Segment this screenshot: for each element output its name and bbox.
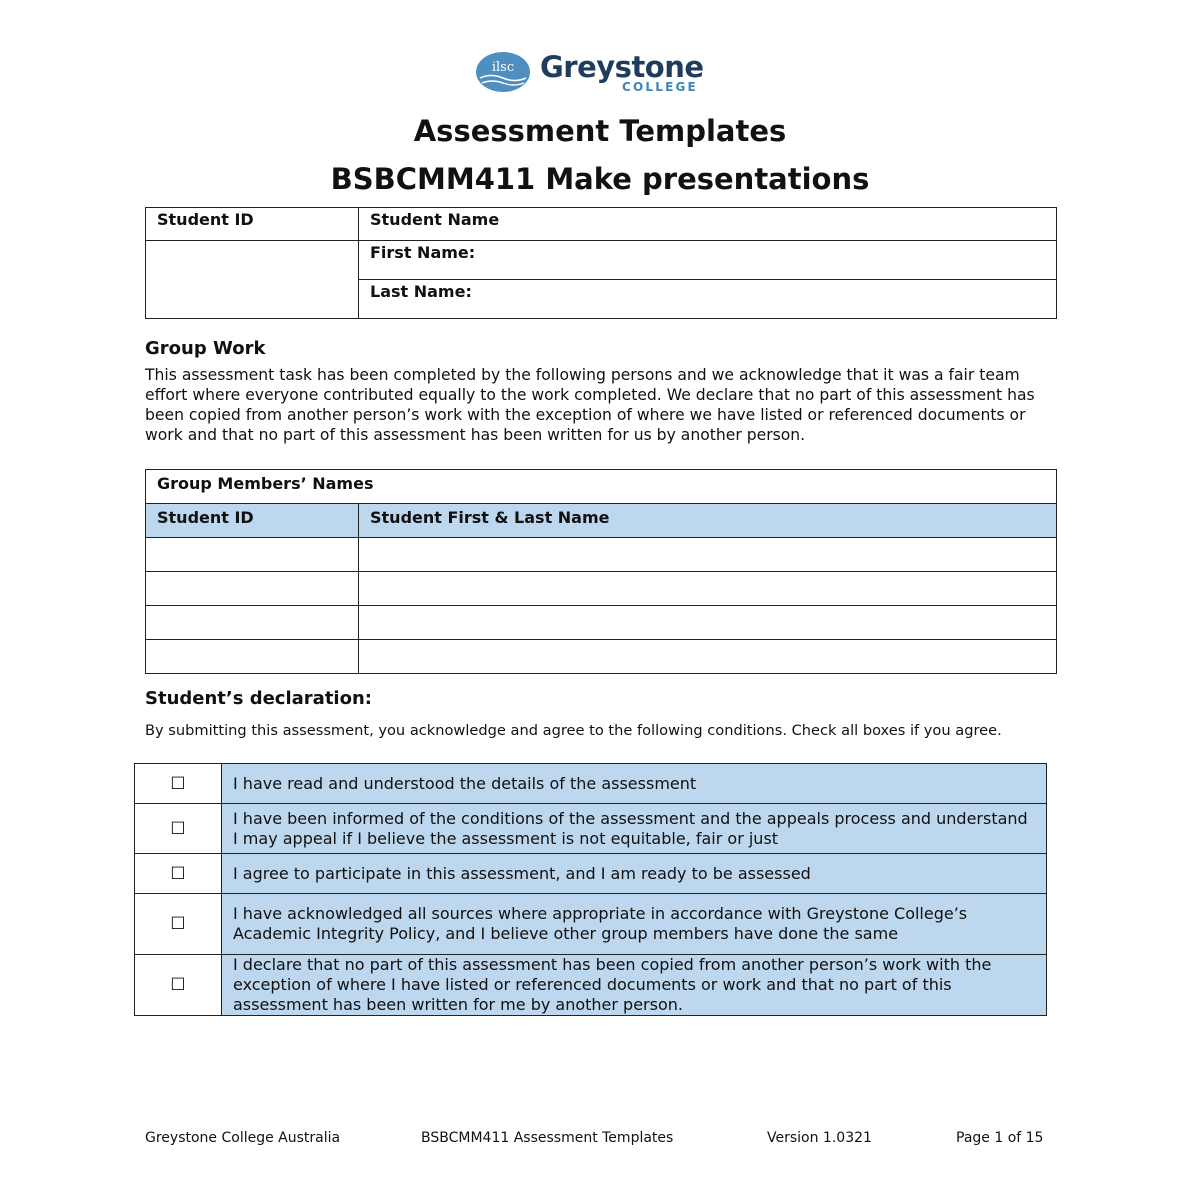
col-header-student-name: Student First & Last Name: [359, 504, 1057, 538]
declaration-text: I agree to participate in this assessment, and I am ready to be assessed: [222, 854, 1047, 894]
declaration-row: [135, 955, 1047, 1016]
member-id-cell[interactable]: [146, 538, 359, 572]
group-work-paragraph: This assessment task has been completed by the following persons and we acknowledge that it was a fair team effort where everyone contributed equally to the work completed. We declare that no part of this assessment has been copied from another person’s work with the exception of where we have listed or referenced documents or work and that no part of this assessment has been written for us by another person.: [145, 366, 1035, 444]
footer-org: Greystone College Australia: [145, 1130, 341, 1146]
student-id-label: Student ID: [146, 208, 359, 241]
declaration-checkbox[interactable]: ☐: [135, 955, 222, 1016]
table-row: [146, 606, 1057, 640]
table-row: [146, 640, 1057, 674]
member-id-cell[interactable]: [146, 572, 359, 606]
member-name-cell[interactable]: [359, 640, 1057, 674]
student-info-table: [145, 207, 1057, 319]
member-name-cell[interactable]: [359, 538, 1057, 572]
member-name-cell[interactable]: [359, 606, 1057, 640]
declaration-checkbox[interactable]: ☐: [135, 854, 222, 894]
declaration-checkbox[interactable]: ☐: [135, 764, 222, 804]
declaration-heading: Student’s declaration:: [145, 688, 372, 709]
page-subtitle: BSBCMM411 Make presentations: [330, 162, 870, 196]
declaration-checkbox[interactable]: ☐: [135, 804, 222, 854]
college-logo: [476, 50, 736, 96]
declaration-row: [135, 894, 1047, 955]
footer-version: Version 1.0321: [767, 1130, 872, 1146]
ilsc-seal-icon: [476, 51, 532, 93]
member-name-cell[interactable]: [359, 572, 1057, 606]
declaration-checklist: [134, 763, 1047, 1016]
member-id-cell[interactable]: [146, 640, 359, 674]
group-work-heading: Group Work: [145, 338, 266, 359]
seal-text: ilsc: [491, 60, 515, 75]
footer-doc: BSBCMM411 Assessment Templates: [421, 1130, 674, 1146]
group-members-table: [145, 469, 1057, 674]
table-row: [146, 538, 1057, 572]
declaration-text: I have been informed of the conditions of the assessment and the appeals process and understand I may appeal if I believe the assessment is not equitable, fair or just: [222, 804, 1047, 854]
col-header-student-id: Student ID: [146, 504, 359, 538]
footer-page: Page 1 of 15: [956, 1130, 1044, 1146]
table-row: [146, 572, 1057, 606]
last-name-field[interactable]: Last Name:: [359, 280, 1057, 319]
group-members-title: Group Members’ Names: [146, 470, 1057, 504]
logo-subtitle: COLLEGE: [622, 80, 698, 94]
member-id-cell[interactable]: [146, 606, 359, 640]
student-id-field[interactable]: [146, 241, 359, 319]
student-name-label: Student Name: [359, 208, 1057, 241]
declaration-row: [135, 804, 1047, 854]
declaration-intro: By submitting this assessment, you acknowledge and agree to the following conditions. Check all boxes if you agree.: [145, 722, 1002, 739]
declaration-row: [135, 854, 1047, 894]
first-name-field[interactable]: First Name:: [359, 241, 1057, 280]
logo-brand: Greystone: [540, 50, 704, 84]
declaration-text: I declare that no part of this assessment has been copied from another person’s work with the exception of where I have listed or referenced documents or work and that no part of this assessment has been written for me by another person.: [222, 955, 1047, 1016]
declaration-row: [135, 764, 1047, 804]
declaration-text: I have read and understood the details of the assessment: [222, 764, 1047, 804]
declaration-checkbox[interactable]: ☐: [135, 894, 222, 955]
declaration-text: I have acknowledged all sources where appropriate in accordance with Greystone College’s Academic Integrity Policy, and I believe other group members have done the same: [222, 894, 1047, 955]
page-title: Assessment Templates: [413, 114, 787, 148]
